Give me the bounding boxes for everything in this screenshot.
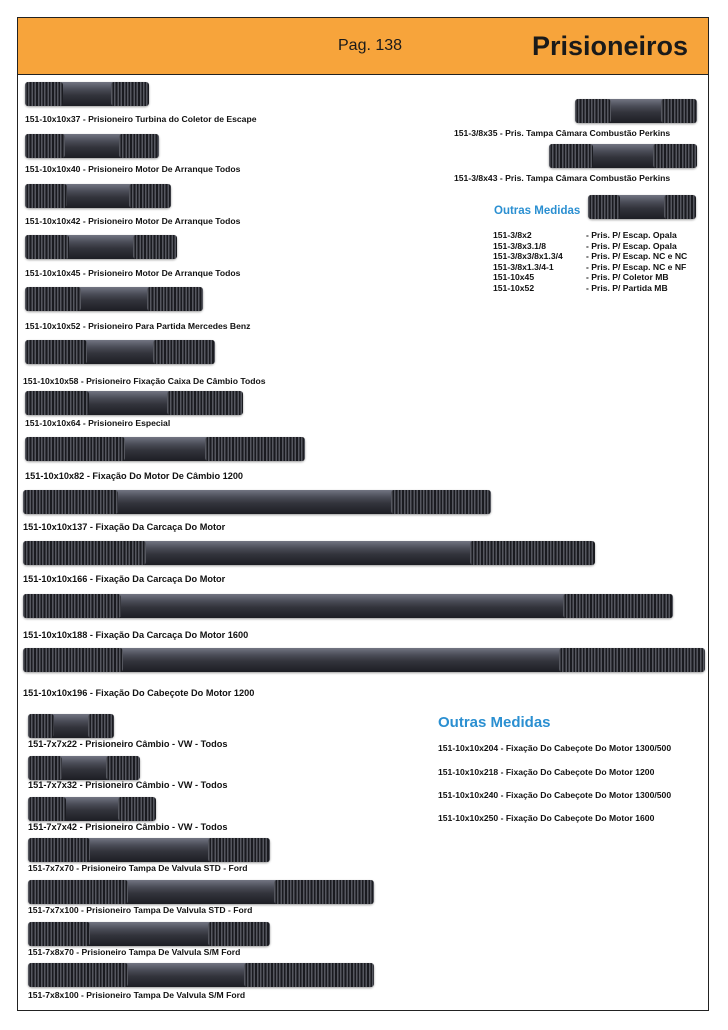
- item-code: 151-3/8x3.1/8: [493, 240, 547, 251]
- stud-image: [23, 648, 705, 672]
- page-title: Prisioneiros: [532, 31, 689, 61]
- item-code: 151-3/8x1.3/4-1: [493, 261, 554, 272]
- stud-image: [549, 144, 697, 168]
- stud-image: [28, 797, 156, 821]
- stud-image: [25, 82, 149, 106]
- item-description: - Pris. P/ Escap. Opala: [586, 230, 677, 240]
- stud-image: [28, 963, 374, 987]
- item-code: 151-10x45: [493, 272, 535, 283]
- stud-image: [25, 235, 177, 259]
- outras-medidas-heading: Outras Medidas: [438, 714, 551, 731]
- product-caption: 151-7x7x22 - Prisioneiro Câmbio - VW - Todos: [28, 739, 228, 749]
- stud-image: [575, 99, 697, 123]
- stud-image: [28, 838, 270, 862]
- stud-image: [23, 594, 673, 618]
- item-code: 151-10x52: [493, 282, 535, 293]
- item-description: - Pris. P/ Escap. NC e NC: [586, 251, 688, 262]
- product-caption: 151-7x7x32 - Prisioneiro Câmbio - VW - Todos: [28, 780, 228, 790]
- product-caption: 151-10x10x188 - Fixação Da Carcaça Do Motor 1600: [23, 630, 249, 640]
- product-caption: 151-3/8x43 - Pris. Tampa Câmara Combustão Perkins: [454, 173, 671, 183]
- stud-image: [25, 134, 159, 158]
- product-caption: 151-10x10x45 - Prisioneiro Motor De Arranque Todos: [25, 268, 241, 278]
- product-caption: 151-7x7x100 - Prisioneiro Tampa De Valvula STD - Ford: [28, 905, 253, 915]
- item-code: 151-3/8x3/8x1.3/4: [493, 251, 563, 262]
- stud-image: [28, 922, 270, 946]
- list-item: 151-10x10x250 - Fixação Do Cabeçote Do Motor 1600: [438, 813, 655, 823]
- stud-image: [25, 184, 171, 208]
- stud-image: [25, 437, 305, 461]
- stud-image: [28, 880, 374, 904]
- product-caption: 151-10x10x196 - Fixação Do Cabeçote Do Motor 1200: [23, 688, 255, 698]
- list-item: 151-10x10x240 - Fixação Do Cabeçote Do Motor 1300/500: [438, 790, 672, 800]
- stud-image: [23, 541, 595, 565]
- product-caption: 151-10x10x137 - Fixação Da Carcaça Do Motor: [23, 522, 226, 532]
- stud-image: [25, 340, 215, 364]
- list-item: 151-10x10x204 - Fixação Do Cabeçote Do Motor 1300/500: [438, 743, 672, 753]
- product-caption: 151-10x10x58 - Prisioneiro Fixação Caixa De Câmbio Todos: [23, 376, 266, 386]
- list-item: 151-10x10x218 - Fixação Do Cabeçote Do Motor 1200: [438, 767, 655, 777]
- item-description: - Pris. P/ Partida MB: [586, 282, 668, 293]
- product-caption: 151-7x8x100 - Prisioneiro Tampa De Valvula S/M Ford: [28, 990, 246, 1000]
- product-caption: 151-7x8x70 - Prisioneiro Tampa De Valvula S/M Ford: [28, 947, 241, 957]
- product-caption: 151-3/8x35 - Pris. Tampa Câmara Combustão Perkins: [454, 128, 671, 138]
- item-description: - Pris. P/ Escap. NC e NF: [586, 261, 687, 272]
- product-caption: 151-10x10x52 - Prisioneiro Para Partida Mercedes Benz: [25, 321, 251, 331]
- product-caption: 151-10x10x166 - Fixação Da Carcaça Do Motor: [23, 574, 226, 584]
- item-code: 151-3/8x2: [493, 230, 532, 240]
- stud-image: [25, 287, 203, 311]
- stud-image: [25, 391, 243, 415]
- item-description: - Pris. P/ Escap. Opala: [586, 240, 677, 251]
- product-caption: 151-10x10x82 - Fixação Do Motor De Câmbio 1200: [25, 471, 244, 481]
- stud-image: [23, 490, 491, 514]
- product-caption: 151-7x7x70 - Prisioneiro Tampa De Valvula STD - Ford: [28, 863, 248, 873]
- stud-image: [28, 756, 140, 780]
- item-description: - Pris. P/ Coletor MB: [586, 272, 669, 283]
- stud-image: [28, 714, 114, 738]
- product-caption: 151-7x7x42 - Prisioneiro Câmbio - VW - Todos: [28, 822, 228, 832]
- outras-medidas-heading: Outras Medidas: [494, 205, 581, 217]
- product-caption: 151-10x10x40 - Prisioneiro Motor De Arranque Todos: [25, 164, 241, 174]
- stud-image: [588, 195, 696, 219]
- page-number: Pag. 138: [338, 37, 403, 54]
- product-caption: 151-10x10x64 - Prisioneiro Especial: [25, 418, 171, 428]
- product-caption: 151-10x10x42 - Prisioneiro Motor De Arranque Todos: [25, 216, 241, 226]
- product-caption: 151-10x10x37 - Prisioneiro Turbina do Coletor de Escape: [25, 114, 257, 124]
